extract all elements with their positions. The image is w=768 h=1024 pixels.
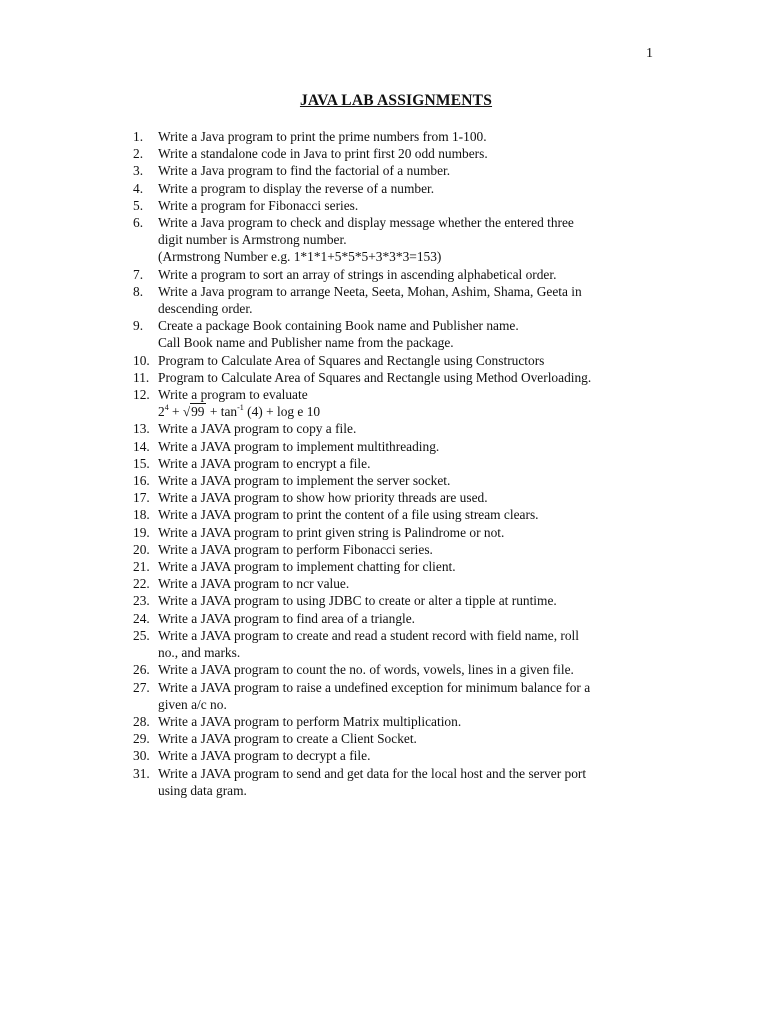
list-item-text: Create a package Book containing Book name and Publisher name.	[158, 318, 519, 334]
list-item-text: Write a JAVA program to implement chatting for client.	[158, 559, 456, 575]
list-item	[133, 214, 673, 266]
list-item	[133, 317, 673, 351]
list-item-number: 28.	[133, 713, 150, 729]
list-item-number: 24.	[133, 610, 150, 626]
list-item	[133, 369, 673, 386]
list-item-number: 23.	[133, 593, 150, 609]
list-item-number: 31.	[133, 765, 150, 781]
list-item-number: 12.	[133, 387, 150, 403]
list-item-text: Write a JAVA program to using JDBC to create or alter a tipple at runtime.	[158, 593, 557, 609]
formula	[158, 403, 673, 420]
list-item-text: Write a JAVA program to implement the server socket.	[158, 473, 451, 489]
formula-rest: (4) + log e 10	[243, 404, 321, 420]
list-item	[133, 283, 673, 317]
list-item-text: Write a JAVA program to perform Fibonacci series.	[158, 541, 433, 557]
list-item-text: Write a program to evaluate	[158, 387, 308, 403]
list-item	[133, 180, 673, 197]
list-item-number: 25.	[133, 627, 150, 643]
list-item	[133, 128, 673, 145]
list-item-number: 21.	[133, 559, 150, 575]
list-item-number: 1.	[133, 129, 144, 144]
list-item-text: Write a program to sort an array of strings in ascending alphabetical order.	[158, 266, 557, 282]
list-item-text: digit number is Armstrong number.	[158, 232, 347, 248]
list-item	[133, 524, 673, 541]
list-item	[133, 713, 673, 730]
list-item-text: Write a JAVA program to create and read a student record with field name, roll	[158, 627, 579, 643]
list-item-text: (Armstrong Number e.g. 1*1*1+5*5*5+3*3*3=153)	[158, 249, 442, 265]
list-item-text: Write a JAVA program to find area of a triangle.	[158, 610, 416, 626]
list-item-text: no., and marks.	[158, 645, 241, 661]
list-item	[133, 266, 673, 283]
list-item-number: 4.	[133, 180, 144, 196]
list-item-text: Write a JAVA program to copy a file.	[158, 421, 357, 437]
list-item-text: Write a Java program to arrange Neeta, Seeta, Mohan, Ashim, Shama, Geeta in	[158, 283, 582, 299]
list-item-number: 15.	[133, 455, 150, 471]
list-item	[133, 197, 673, 214]
list-item	[133, 438, 673, 455]
list-item	[133, 765, 673, 799]
list-item	[133, 592, 673, 609]
list-item-text: Write a program for Fibonacci series.	[158, 197, 359, 213]
list-item-text: Program to Calculate Area of Squares and Rectangle using Method Overloading.	[158, 369, 592, 385]
list-item	[133, 575, 673, 592]
list-item-text: Write a JAVA program to perform Matrix multiplication.	[158, 713, 462, 729]
formula-radicand: 99	[191, 404, 205, 420]
list-item	[133, 386, 673, 420]
list-item	[133, 472, 673, 489]
list-item-text: Program to Calculate Area of Squares and Rectangle using Constructors	[158, 352, 545, 368]
list-item-text: Write a JAVA program to print the content of a file using stream clears.	[158, 507, 539, 523]
list-item-number: 27.	[133, 679, 150, 695]
list-item-text: Write a JAVA program to raise a undefined exception for minimum balance for a	[158, 679, 591, 695]
list-item-number: 6.	[133, 215, 144, 231]
formula-plus: +	[168, 404, 183, 420]
list-item-number: 18.	[133, 507, 150, 523]
list-item-text: Write a JAVA program to send and get data for the local host and the server port	[158, 765, 587, 781]
list-item-number: 30.	[133, 748, 150, 764]
assignment-list	[133, 128, 673, 799]
list-item-text: Write a JAVA program to implement multithreading.	[158, 438, 440, 454]
list-item-number: 7.	[133, 266, 144, 282]
list-item	[133, 489, 673, 506]
list-item-text: Write a Java program to check and display message whether the entered three	[158, 215, 574, 231]
list-item-number: 2.	[133, 146, 144, 162]
list-item-number: 29.	[133, 731, 150, 747]
list-item-number: 8.	[133, 283, 144, 299]
list-item	[133, 145, 673, 162]
page-number: 1	[646, 46, 653, 61]
list-item-number: 20.	[133, 541, 150, 557]
list-item	[133, 747, 673, 764]
list-item-number: 9.	[133, 318, 144, 334]
page-title: JAVA LAB ASSIGNMENTS	[299, 92, 493, 109]
list-item-text: given a/c no.	[158, 696, 227, 712]
list-item-number: 10.	[133, 352, 150, 368]
list-item	[133, 730, 673, 747]
list-item	[133, 610, 673, 627]
list-item-text: using data gram.	[158, 782, 247, 798]
list-item-text: Write a JAVA program to count the no. of words, vowels, lines in a given file.	[158, 662, 574, 678]
list-item-text: Write a Java program to find the factorial of a number.	[158, 163, 451, 179]
formula-tan: + tan	[206, 404, 238, 420]
list-item-text: Write a JAVA program to encrypt a file.	[158, 455, 371, 471]
list-item-number: 5.	[133, 197, 144, 213]
list-item	[133, 679, 673, 713]
list-item	[133, 541, 673, 558]
formula-exponent: 4	[164, 403, 169, 413]
sqrt-symbol: √	[182, 404, 191, 420]
list-item-number: 14.	[133, 438, 150, 454]
list-item-text: Call Book name and Publisher name from the package.	[158, 335, 454, 351]
list-item-number: 19.	[133, 524, 150, 540]
list-item-number: 3.	[133, 163, 144, 179]
list-item	[133, 558, 673, 575]
list-item-text: Write a JAVA program to create a Client Socket.	[158, 731, 417, 747]
list-item-number: 17.	[133, 490, 150, 506]
list-item	[133, 162, 673, 179]
list-item-text: descending order.	[158, 301, 253, 317]
list-item-number: 16.	[133, 473, 150, 489]
list-item-number: 22.	[133, 576, 150, 592]
list-item-text: Write a JAVA program to decrypt a file.	[158, 748, 371, 764]
list-item-number: 26.	[133, 662, 150, 678]
list-item-text: Write a Java program to print the prime numbers from 1-100.	[158, 129, 487, 144]
list-item-text: Write a program to display the reverse of a number.	[158, 180, 435, 196]
list-item	[133, 661, 673, 678]
list-item	[133, 420, 673, 437]
list-item	[133, 627, 673, 661]
list-item	[133, 506, 673, 523]
list-item	[133, 352, 673, 369]
list-item	[133, 455, 673, 472]
formula-base: 2	[158, 404, 165, 420]
list-item-number: 11.	[133, 369, 150, 385]
list-item-text: Write a JAVA program to ncr value.	[158, 576, 350, 592]
list-item-text: Write a JAVA program to show how priority threads are used.	[158, 490, 488, 506]
list-item-text: Write a standalone code in Java to print first 20 odd numbers.	[158, 146, 488, 162]
list-item-number: 13.	[133, 421, 150, 437]
list-item-text: Write a JAVA program to print given string is Palindrome or not.	[158, 524, 505, 540]
formula-inverse-exponent: -1	[237, 403, 244, 413]
